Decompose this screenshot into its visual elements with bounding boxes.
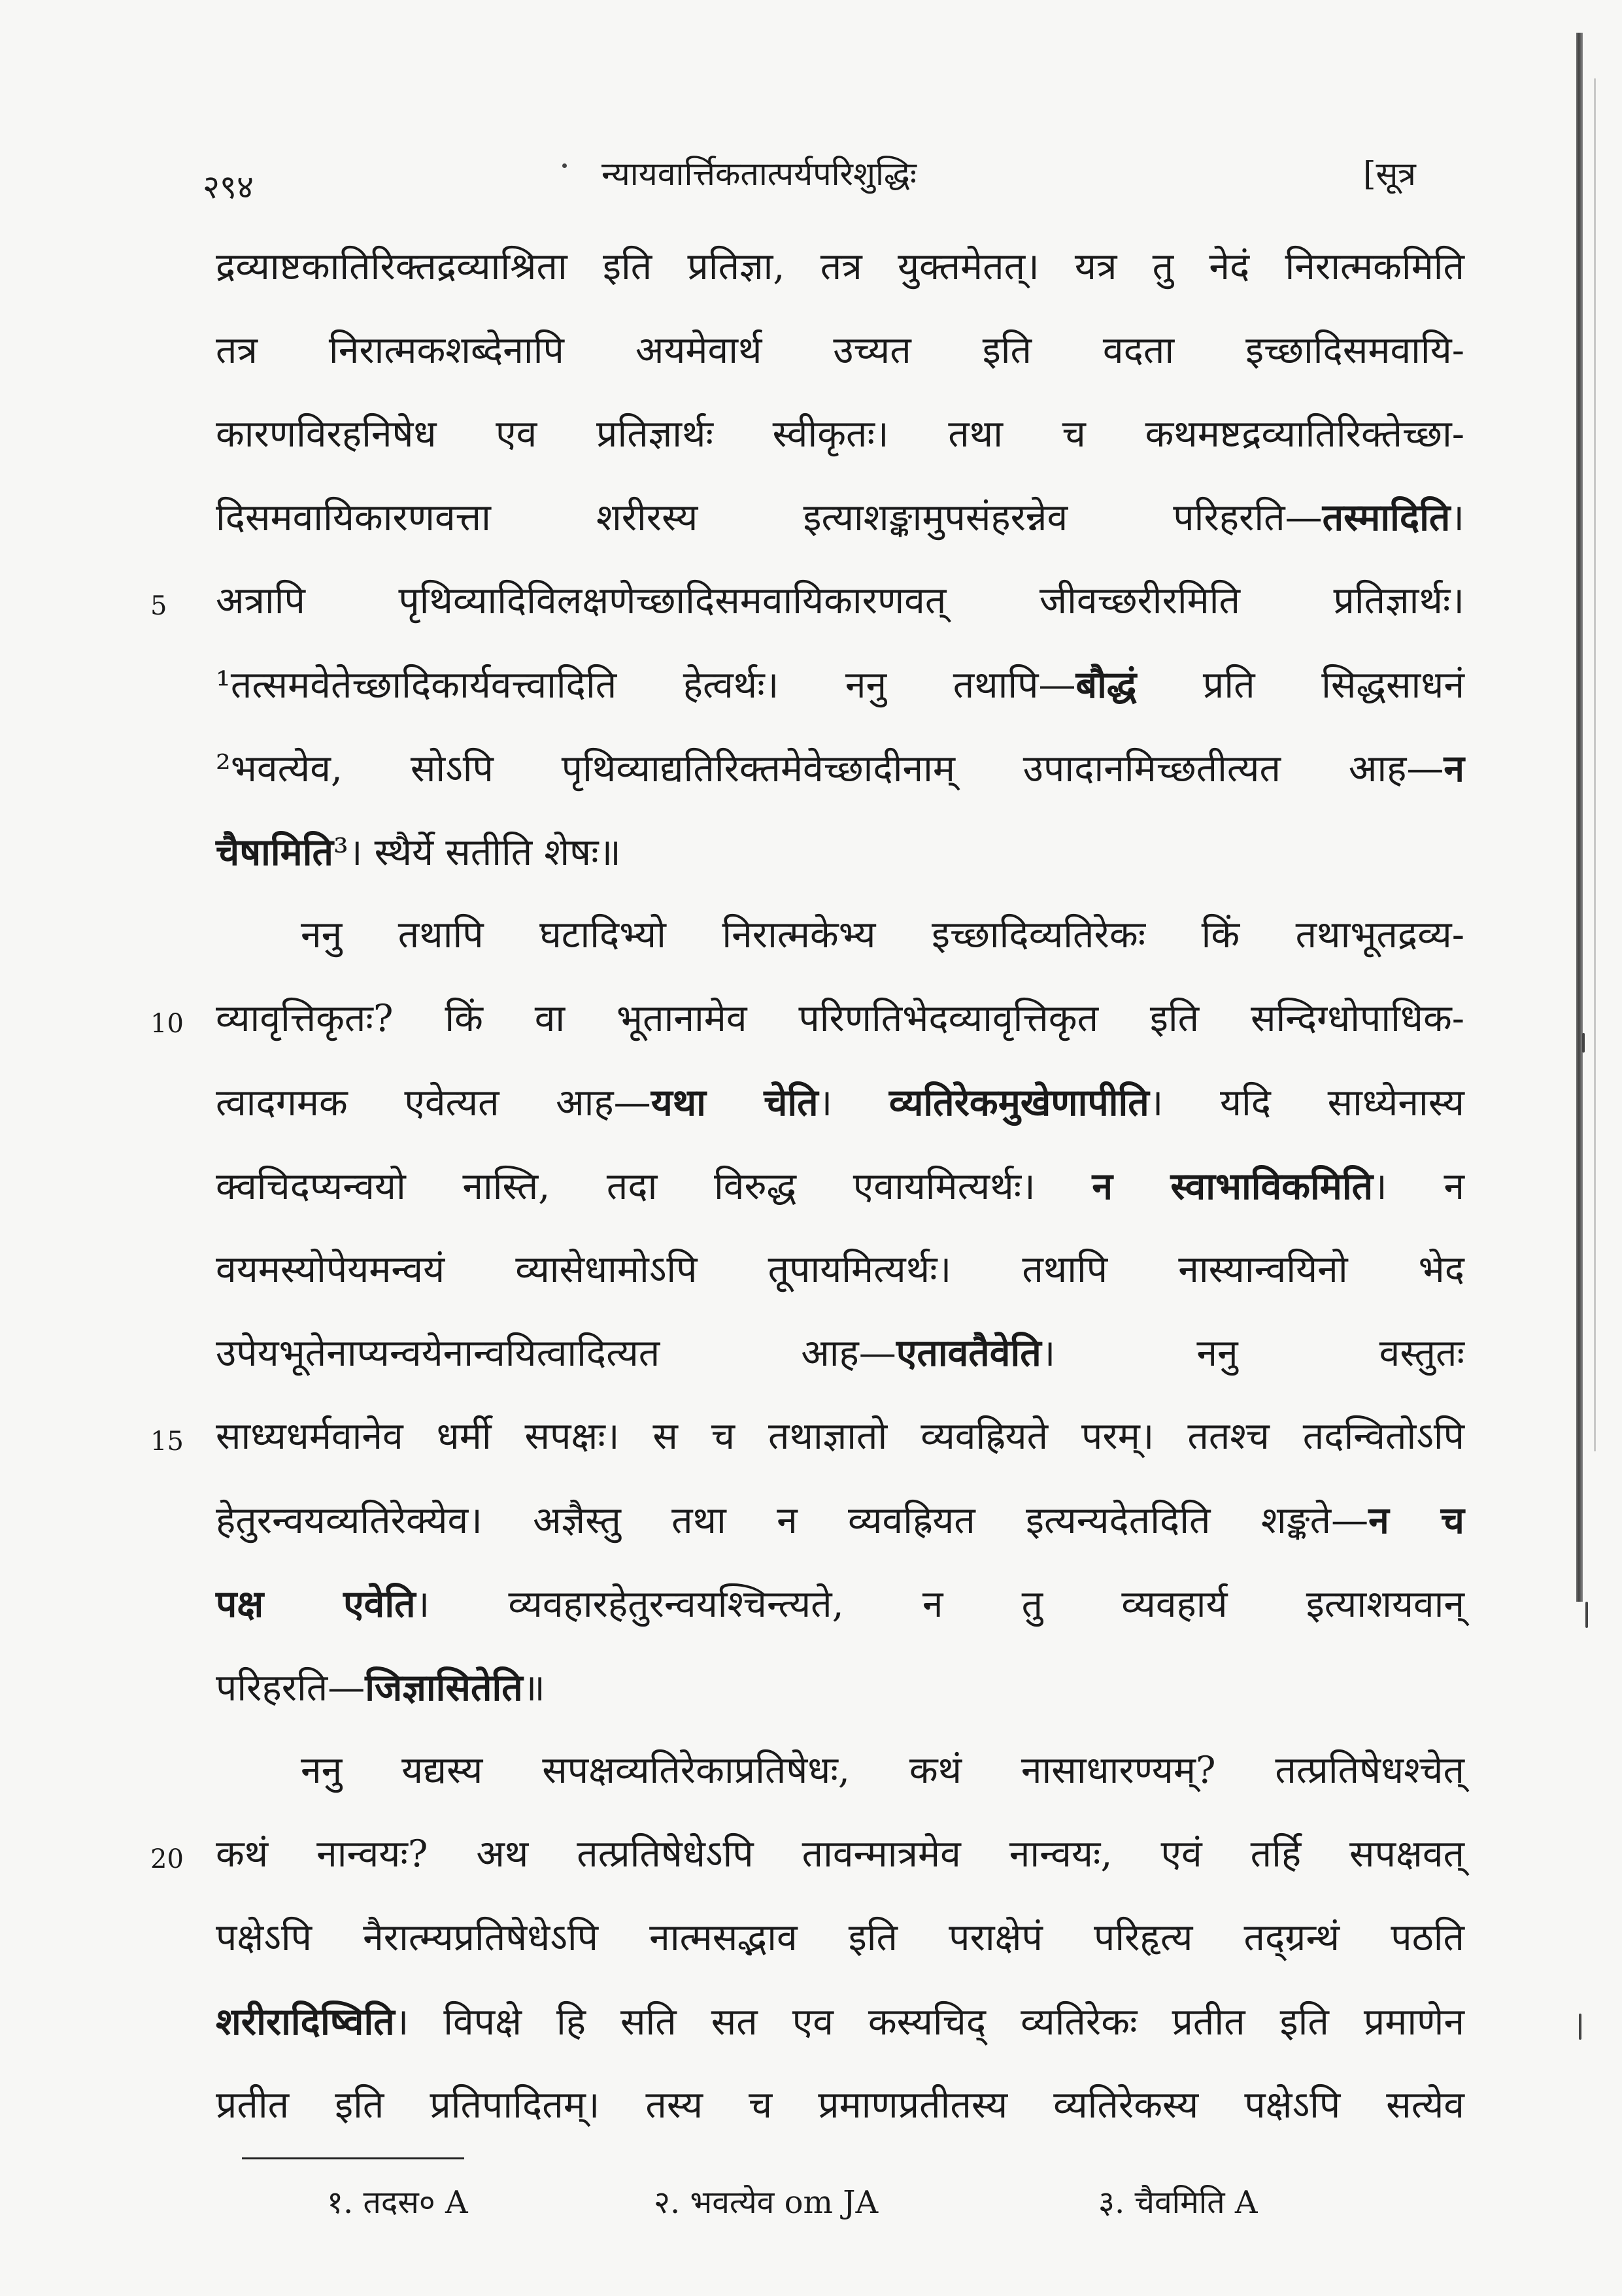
line-number: 20 [150, 1844, 184, 1875]
page-number: २९४ [203, 168, 254, 206]
text-line: हेतुरन्वयव्यतिरेक्येव। अज्ञैस्तु तथा न व्यवह्रियत इत्यन्यदेतदिति शङ्कते—न च [216, 1498, 1464, 1542]
text-line: क्वचिदप्यन्वयो नास्ति, तदा विरुद्ध एवायमित्यर्थः। न स्वाभाविकमिति। न [216, 1164, 1464, 1208]
scan-speck [1582, 1033, 1585, 1053]
text-line: 15 साध्यधर्मवानेव धर्मी सपक्षः। स च तथाज्ञातो व्यवह्रियते परम्। ततश्च तदन्वितोऽपि [216, 1395, 1464, 1479]
body-text [150, 226, 1464, 2147]
text-line: 10 व्यावृत्तिकृतः? किं वा भूतानामेव परिणतिभेदव्यावृत्तिकृत इति सन्दिग्धोपाधिक- [216, 977, 1464, 1061]
text-line: वयमस्योपेयमन्वयं व्यासेधामोऽपि तूपायमित्यर्थः। तथापि नास्यान्वयिनो भेद [216, 1247, 1464, 1291]
text-line: प्रतीत इति प्रतिपादितम्। तस्य च प्रमाणप्रतीतस्य व्यतिरेकस्य पक्षेऽपि सत्येव [216, 2083, 1464, 2127]
pratika-term: न च [1368, 1498, 1464, 1542]
pratika-term: तस्मादिति [1322, 496, 1451, 540]
section-mark: [सूत्र [1363, 155, 1416, 193]
line-number: 15 [150, 1427, 184, 1457]
pratika-term: जिज्ञासितेति [365, 1665, 523, 1710]
pratika-term: पक्ष एवेति [216, 1581, 416, 1626]
running-title: न्यायवार्त्तिकतात्पर्यपरिशुद्धिः [601, 155, 917, 193]
footnotes [0, 2180, 1622, 2233]
text-line: उपेयभूतेनाप्यन्वयेनान्वयित्वादित्यत आह—एतावतैवेति। ननु वस्तुतः [216, 1331, 1464, 1376]
text-line: पक्षेऽपि नैरात्म्यप्रतिषेधेऽपि नात्मसद्भाव इति पराक्षेपं परिहृत्य तद्ग्रन्थं पठति [216, 1916, 1464, 1959]
text-line: पक्ष एवेति। व्यवहारहेतुरन्वयश्चिन्त्यते, न तु व्यवहार्य इत्याशयवान् [216, 1581, 1464, 1626]
text-line: 20 कथं नान्वयः? अथ तत्प्रतिषेधेऽपि तावन्मात्रमेव नान्वयः, एवं तर्हि सपक्षवत् [216, 1813, 1464, 1897]
text-line: त्वादगमक एवेत्यत आह—यथा चेति। व्यतिरेकमुखेणापीति। यदि साध्येनास्य [216, 1080, 1464, 1124]
pratika-term: शरीरादिष्विति [216, 1999, 395, 2044]
pratika-term: न स्वाभाविकमिति [1092, 1164, 1374, 1208]
scan-binding-edge [1576, 33, 1583, 1602]
line-number: 5 [150, 591, 167, 622]
scan-speck [1585, 1602, 1588, 1628]
footnote-2: २. भवत्येव om JA [654, 2184, 879, 2221]
pratika-term: चैषामिति [216, 830, 334, 874]
text-line: दिसमवायिकारणवत्ता शरीरस्य इत्याशङ्कामुपसंहरन्नेव परिहरति—तस्मादिति। [216, 496, 1464, 540]
text-line: शरीरादिष्विति। विपक्षे हि सति सत एव कस्यचिद् व्यतिरेकः प्रतीत इति प्रमाणेन [216, 1999, 1464, 2044]
text-line: ²भवत्येव, सोऽपि पृथिव्याद्यतिरिक्तमेवेच्छादीनाम् उपादानमिच्छतीत्यत आह—न [216, 746, 1464, 790]
pratika-term: न [1444, 746, 1464, 790]
footnote-1: १. तदस० A [327, 2184, 468, 2221]
pratika-term: व्यतिरेकमुखेणापीति [888, 1080, 1149, 1124]
text-line: ननु यद्यस्य सपक्षव्यतिरेकाप्रतिषेधः, कथं नासाधारण्यम्? तत्प्रतिषेधश्चेत् [301, 1749, 1464, 1793]
footnote-divider [242, 2157, 464, 2159]
text-line: ¹तत्समवेतेच्छादिकार्यवत्त्वादिति हेत्वर्थः। ननु तथापि—बौद्धं प्रति सिद्धसाधनं [216, 662, 1464, 707]
pratika-term: एतावतैवेति [896, 1331, 1041, 1376]
page-header [0, 150, 1622, 209]
line-number: 10 [150, 1009, 184, 1039]
text-line: चैषामिति³। स्थैर्ये सतीति शेषः॥ [216, 830, 621, 874]
scan-speck [1579, 2014, 1581, 2040]
text-line: तत्र निरात्मकशब्देनापि अयमेवार्थ उच्यत इति वदता इच्छादिसमवायि- [216, 328, 1464, 372]
pratika-term: यथा चेति [650, 1080, 819, 1124]
text-line: परिहरति—जिज्ञासितेति॥ [216, 1665, 545, 1710]
text-line: द्रव्याष्टकातिरिक्तद्रव्याश्रिता इति प्रतिज्ञा, तत्र युक्तमेतत्। यत्र तु नेदं निरात्मकमिति [216, 245, 1464, 288]
scan-shadow-line [1594, 78, 1596, 1451]
text-line: 5 अत्रापि पृथिव्यादिविलक्षणेच्छादिसमवायिकारणवत् जीवच्छरीरमिति प्रतिज्ञार्थः। [216, 560, 1464, 643]
text-line: ननु तथापि घटादिभ्यो निरात्मकेभ्य इच्छादिव्यतिरेकः किं तथाभूतद्रव्य- [301, 913, 1464, 957]
pratika-term: बौद्धं [1075, 662, 1137, 707]
footnote-3: ३. चैवमिति A [1098, 2184, 1258, 2221]
text-line: कारणविरहनिषेध एव प्रतिज्ञार्थः स्वीकृतः। तथा च कथमष्टद्रव्यातिरिक्तेच्छा- [216, 412, 1464, 456]
